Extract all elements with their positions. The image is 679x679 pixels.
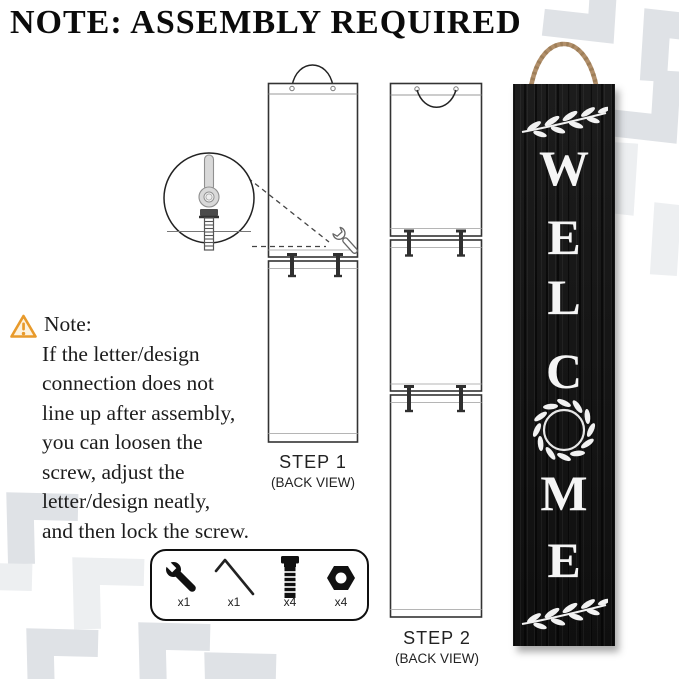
hardware-count: x4 <box>283 595 297 609</box>
bolt-icon <box>281 556 299 598</box>
laurel-sprig-top-icon <box>520 104 608 140</box>
hex-nut-icon <box>327 566 355 590</box>
step2-title: STEP 2 <box>403 628 471 648</box>
note-line: letter/design neatly, <box>42 489 211 513</box>
note-line: screw, adjust the <box>42 459 185 484</box>
sign-letter: L <box>547 269 581 325</box>
sign-letter: E <box>547 209 581 265</box>
note-line: connection does not <box>42 371 214 395</box>
note-heading: Note: <box>44 312 92 336</box>
note-line: If the letter/design <box>42 341 200 366</box>
welcome-sign <box>513 84 615 646</box>
wreath-letter-o-icon <box>528 394 600 466</box>
hex-key-icon <box>216 560 253 594</box>
page-title: NOTE: ASSEMBLY REQUIRED <box>10 4 522 41</box>
step1-subtitle: (BACK VIEW) <box>270 475 355 490</box>
note-line: and then lock the screw. <box>42 518 249 543</box>
step1-panel <box>269 65 361 442</box>
note-line: you can loosen the <box>42 430 203 454</box>
sign-letter: E <box>547 532 581 588</box>
sign-letter: M <box>540 465 588 521</box>
hardware-count: x4 <box>334 595 348 609</box>
wrench-icon <box>160 556 200 596</box>
hardware-count: x1 <box>177 595 191 609</box>
note-line: line up after assembly, <box>42 400 236 425</box>
laurel-sprig-bottom-icon <box>520 596 608 632</box>
sign-letter: C <box>545 343 583 399</box>
step1-title: STEP 1 <box>279 452 347 472</box>
step2-subtitle: (BACK VIEW) <box>394 651 479 666</box>
rope-hole <box>331 86 335 90</box>
hardware-box <box>150 549 369 621</box>
step2-panel <box>391 84 482 618</box>
sign-letter: W <box>539 140 589 196</box>
hardware-count: x1 <box>227 595 241 609</box>
rope-hole <box>290 86 294 90</box>
